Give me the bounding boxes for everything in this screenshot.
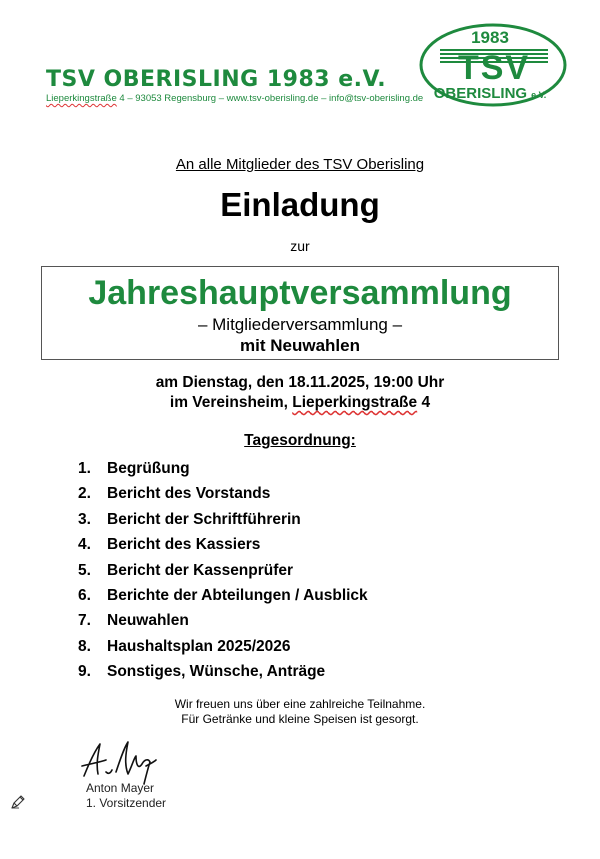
pen-icon[interactable] [10,794,26,810]
address-rest: 4 – 93053 Regensburg – www.tsv-oberisling.de – info@tsv-oberisling.de [116,93,424,104]
agenda-text: Bericht der Schriftführerin [107,510,301,528]
closing-line-2: Für Getränke und kleine Speisen ist gesorgt. [181,712,419,726]
event-subline-bold: mit Neuwahlen [240,336,360,355]
recipients-line: An alle Mitglieder des TSV Oberisling [175,156,425,173]
logo-name-main: OBERISLING [433,85,528,102]
event-place [0,394,600,412]
event-box [41,266,559,360]
connector-text: zur [290,238,310,254]
agenda-list [78,456,368,685]
place-street: Lieperkingstraße [292,394,418,411]
signer-role: 1. Vorsitzender [86,796,167,810]
agenda-text: Bericht des Kassiers [107,536,261,554]
logo-year: 1983 [471,28,509,47]
agenda-num: 1. [78,460,91,477]
agenda-text: Berichte der Abteilungen / Ausblick [107,586,368,604]
agenda-text: Sonstiges, Wünsche, Anträge [107,663,326,681]
place-suffix: 4 [417,394,431,411]
agenda-num: 5. [78,561,91,579]
agenda-text: Bericht des Vorstands [107,485,271,503]
signer-name: Anton Mayer [86,781,155,795]
event-date: am Dienstag, den 18.11.2025, 19:00 Uhr [155,374,445,391]
club-logo [418,22,568,108]
agenda-num: 8. [78,637,91,655]
list-item [78,558,368,583]
agenda-num: 9. [78,663,91,681]
list-item [78,634,368,659]
list-item [78,583,368,608]
closing-line-1: Wir freuen uns über eine zahlreiche Teilnahme. [174,697,426,711]
signature-image [76,736,158,786]
list-item [78,608,368,633]
logo-name-suffix: e.V. [531,90,547,100]
address-street: Lieperkingstraße [46,93,117,104]
club-address [46,93,423,104]
agenda-text: Neuwahlen [107,612,189,630]
page-title: Einladung [220,186,380,223]
list-item [78,532,368,557]
agenda-text: Haushaltsplan 2025/2026 [107,637,291,655]
logo-abbrev: TSV [457,49,531,87]
agenda-num: 2. [78,485,91,503]
agenda-num: 4. [78,536,91,554]
place-prefix: im Vereinsheim, [169,394,293,411]
list-item [78,507,368,532]
event-subline: – Mitgliederversammlung – [197,315,403,334]
agenda-num: 3. [78,510,91,528]
agenda-heading: Tagesordnung: [244,432,356,449]
agenda-num: 6. [78,586,91,604]
event-headline: Jahreshauptversammlung [88,274,512,312]
agenda-text: Begrüßung [107,460,190,477]
agenda-num: 7. [78,612,91,630]
list-item [78,659,368,684]
list-item [78,456,368,481]
list-item [78,481,368,506]
club-name: TSV OBERISLING 1983 e.V. [46,67,387,92]
agenda-text: Bericht der Kassenprüfer [107,561,294,579]
